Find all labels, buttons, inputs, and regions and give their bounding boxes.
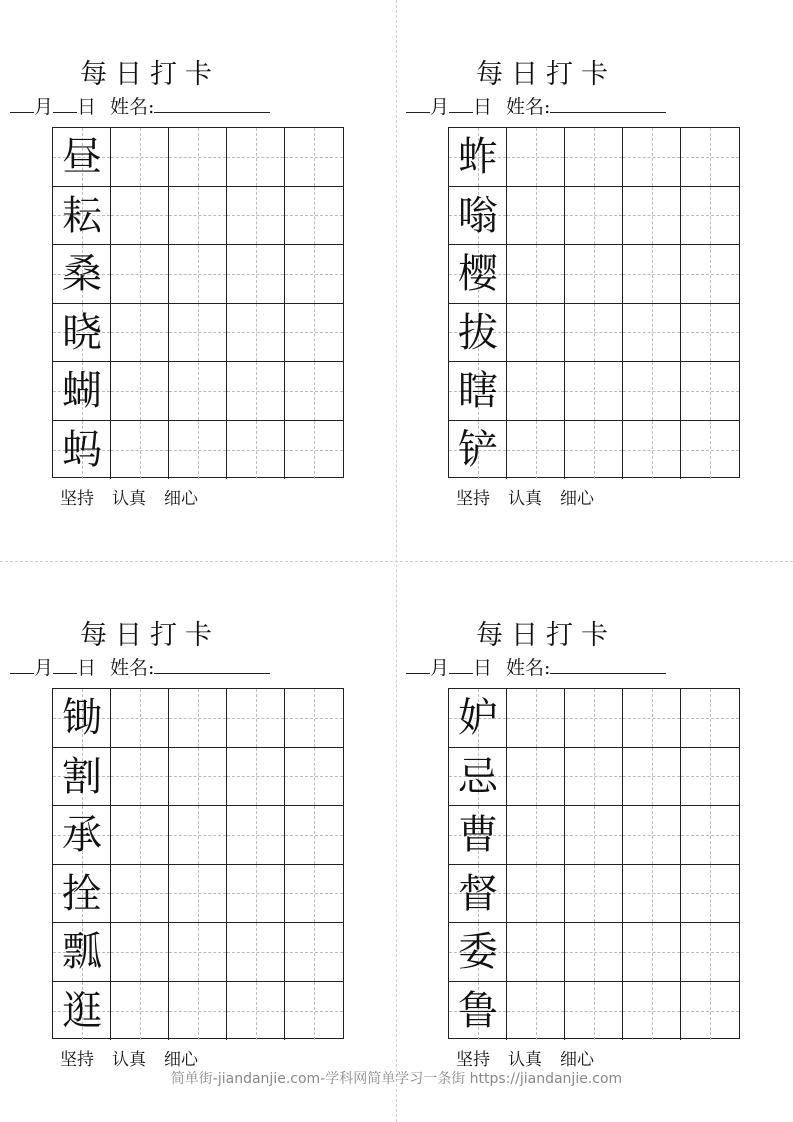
name-label: 姓名: xyxy=(506,657,551,679)
day-blank[interactable] xyxy=(53,655,77,674)
practice-cell[interactable] xyxy=(623,128,681,187)
grid-row xyxy=(449,362,739,421)
grid-row xyxy=(449,187,739,246)
practice-cell[interactable] xyxy=(565,187,623,246)
practice-cell[interactable] xyxy=(681,362,739,421)
footer-watermark: 简单街-jiandanjie.com-学科网简单学习一条街 https://jiandanjie.com xyxy=(170,1071,623,1087)
month-blank[interactable] xyxy=(10,94,34,113)
model-character: 蝴 xyxy=(62,368,102,415)
writing-grid xyxy=(52,127,344,478)
grid-row xyxy=(53,187,343,246)
practice-cell[interactable] xyxy=(565,362,623,421)
motto-word: 细心 xyxy=(560,1050,594,1070)
practice-cell[interactable] xyxy=(565,128,623,187)
practice-cell[interactable] xyxy=(507,421,565,480)
practice-cell[interactable] xyxy=(285,245,343,304)
model-character-cell xyxy=(449,362,507,421)
model-character-cell xyxy=(53,245,111,304)
motto-word: 坚持 xyxy=(60,1050,94,1070)
motto-line xyxy=(60,1049,300,1071)
model-character: 瞎 xyxy=(458,368,498,415)
name-label: 姓名: xyxy=(110,96,155,118)
motto-line xyxy=(456,1049,696,1071)
motto-line xyxy=(456,488,696,510)
model-character-cell xyxy=(53,421,111,480)
practice-cell[interactable] xyxy=(623,689,681,748)
practice-cell[interactable] xyxy=(623,187,681,246)
model-character-cell xyxy=(449,421,507,480)
day-label: 日 xyxy=(77,657,97,679)
practice-cell[interactable] xyxy=(623,362,681,421)
practice-cell[interactable] xyxy=(285,923,343,982)
month-blank[interactable] xyxy=(10,655,34,674)
practice-cell[interactable] xyxy=(227,128,285,187)
name-label: 姓名: xyxy=(506,96,551,118)
practice-cell[interactable] xyxy=(227,421,285,480)
motto-word: 认真 xyxy=(508,1050,542,1070)
practice-cell[interactable] xyxy=(111,982,169,1041)
practice-cell[interactable] xyxy=(507,982,565,1041)
model-character-cell xyxy=(53,923,111,982)
practice-cell[interactable] xyxy=(681,806,739,865)
model-character: 蚱 xyxy=(458,134,498,181)
grid-row xyxy=(449,128,739,187)
motto-word: 坚持 xyxy=(60,489,94,509)
practice-cell[interactable] xyxy=(227,923,285,982)
grid-row xyxy=(53,304,343,363)
model-character-cell xyxy=(53,748,111,807)
writing-grid xyxy=(448,688,740,1039)
date-name-line xyxy=(10,94,270,120)
practice-cell[interactable] xyxy=(227,304,285,363)
grid-row xyxy=(53,245,343,304)
practice-cell[interactable] xyxy=(285,806,343,865)
model-character-cell xyxy=(53,806,111,865)
practice-cell[interactable] xyxy=(227,748,285,807)
practice-cell[interactable] xyxy=(507,304,565,363)
motto-word: 细心 xyxy=(164,1050,198,1070)
model-character: 委 xyxy=(458,929,498,976)
model-character: 瓢 xyxy=(62,929,102,976)
practice-cell[interactable] xyxy=(111,304,169,363)
practice-cell[interactable] xyxy=(565,865,623,924)
grid-row xyxy=(449,421,739,480)
practice-cell[interactable] xyxy=(623,421,681,480)
model-character-cell xyxy=(53,128,111,187)
grid-row xyxy=(53,806,343,865)
practice-cell[interactable] xyxy=(285,748,343,807)
practice-cell[interactable] xyxy=(169,865,227,924)
writing-grid xyxy=(52,688,344,1039)
name-blank[interactable] xyxy=(154,655,270,674)
practice-cell[interactable] xyxy=(169,923,227,982)
practice-cell[interactable] xyxy=(681,923,739,982)
month-label: 月 xyxy=(430,657,450,679)
grid-row xyxy=(449,982,739,1041)
date-name-line xyxy=(406,94,666,120)
card-title: 每日打卡 xyxy=(476,620,616,651)
practice-cell[interactable] xyxy=(169,806,227,865)
practice-cell[interactable] xyxy=(227,982,285,1041)
practice-cell[interactable] xyxy=(507,128,565,187)
name-label: 姓名: xyxy=(110,657,155,679)
practice-cell[interactable] xyxy=(681,128,739,187)
practice-cell[interactable] xyxy=(169,304,227,363)
motto-word: 认真 xyxy=(508,489,542,509)
practice-cell[interactable] xyxy=(623,923,681,982)
model-character-cell xyxy=(53,865,111,924)
grid-row xyxy=(449,923,739,982)
practice-cell[interactable] xyxy=(623,865,681,924)
model-character-cell xyxy=(53,304,111,363)
practice-cell[interactable] xyxy=(111,362,169,421)
practice-cell[interactable] xyxy=(623,748,681,807)
practice-cell[interactable] xyxy=(111,128,169,187)
practice-cell[interactable] xyxy=(111,187,169,246)
model-character-cell xyxy=(449,128,507,187)
practice-cell[interactable] xyxy=(285,187,343,246)
practice-cell[interactable] xyxy=(507,245,565,304)
practice-cell[interactable] xyxy=(169,362,227,421)
practice-cell[interactable] xyxy=(681,421,739,480)
practice-cell[interactable] xyxy=(681,187,739,246)
date-name-line xyxy=(10,655,270,681)
practice-cell[interactable] xyxy=(111,421,169,480)
practice-cell[interactable] xyxy=(169,421,227,480)
month-label: 月 xyxy=(430,96,450,118)
practice-cell[interactable] xyxy=(623,304,681,363)
grid-row xyxy=(53,748,343,807)
practice-cell[interactable] xyxy=(681,982,739,1041)
model-character: 逛 xyxy=(62,987,102,1034)
practice-cell[interactable] xyxy=(227,806,285,865)
model-character-cell xyxy=(449,982,507,1041)
card-title: 每日打卡 xyxy=(476,59,616,90)
motto-word: 细心 xyxy=(560,489,594,509)
model-character-cell xyxy=(53,982,111,1041)
model-character: 晓 xyxy=(62,309,102,356)
practice-cell[interactable] xyxy=(507,865,565,924)
name-blank[interactable] xyxy=(154,94,270,113)
motto-line xyxy=(60,488,300,510)
practice-cell[interactable] xyxy=(681,304,739,363)
model-character-cell xyxy=(449,923,507,982)
grid-row xyxy=(449,304,739,363)
grid-row xyxy=(449,806,739,865)
month-blank[interactable] xyxy=(406,655,430,674)
motto-word: 坚持 xyxy=(456,489,490,509)
name-blank[interactable] xyxy=(550,655,666,674)
date-name-line xyxy=(406,655,666,681)
day-blank[interactable] xyxy=(449,655,473,674)
writing-grid xyxy=(448,127,740,478)
practice-cell[interactable] xyxy=(285,128,343,187)
model-character-cell xyxy=(449,304,507,363)
practice-cell[interactable] xyxy=(111,923,169,982)
grid-row xyxy=(449,748,739,807)
practice-cell[interactable] xyxy=(111,865,169,924)
grid-row xyxy=(449,865,739,924)
model-character-cell xyxy=(449,748,507,807)
day-label: 日 xyxy=(473,657,493,679)
month-label: 月 xyxy=(34,657,54,679)
practice-cell[interactable] xyxy=(507,689,565,748)
day-blank[interactable] xyxy=(449,94,473,113)
model-character: 承 xyxy=(62,812,102,859)
model-character-cell xyxy=(449,187,507,246)
motto-word: 认真 xyxy=(112,489,146,509)
practice-cell[interactable] xyxy=(507,748,565,807)
practice-cell[interactable] xyxy=(111,245,169,304)
model-character: 忌 xyxy=(458,753,498,800)
model-character-cell xyxy=(53,689,111,748)
day-label: 日 xyxy=(77,96,97,118)
card-title: 每日打卡 xyxy=(80,59,220,90)
grid-row xyxy=(53,362,343,421)
practice-cell[interactable] xyxy=(565,421,623,480)
practice-cell[interactable] xyxy=(285,304,343,363)
month-blank[interactable] xyxy=(406,94,430,113)
grid-row xyxy=(53,923,343,982)
grid-row xyxy=(53,689,343,748)
practice-cell[interactable] xyxy=(111,689,169,748)
model-character: 拴 xyxy=(62,870,102,917)
practice-cell[interactable] xyxy=(623,806,681,865)
grid-row xyxy=(53,128,343,187)
practice-cell[interactable] xyxy=(169,982,227,1041)
practice-cell[interactable] xyxy=(507,923,565,982)
practice-cell[interactable] xyxy=(285,421,343,480)
grid-row xyxy=(53,982,343,1041)
model-character: 桑 xyxy=(62,251,102,298)
model-character: 妒 xyxy=(458,695,498,742)
model-character-cell xyxy=(449,245,507,304)
practice-cell[interactable] xyxy=(507,806,565,865)
model-character: 樱 xyxy=(458,251,498,298)
practice-cell[interactable] xyxy=(227,187,285,246)
model-character: 鲁 xyxy=(458,987,498,1034)
model-character: 铲 xyxy=(458,426,498,473)
model-character-cell xyxy=(449,689,507,748)
model-character: 嗡 xyxy=(458,192,498,239)
grid-row xyxy=(53,421,343,480)
model-character: 耘 xyxy=(62,192,102,239)
practice-cell[interactable] xyxy=(565,304,623,363)
practice-cell[interactable] xyxy=(227,362,285,421)
practice-cell[interactable] xyxy=(565,748,623,807)
practice-cell[interactable] xyxy=(285,865,343,924)
checkin-card xyxy=(396,0,696,509)
model-character: 督 xyxy=(458,870,498,917)
card-title: 每日打卡 xyxy=(80,620,220,651)
model-character-cell xyxy=(53,187,111,246)
practice-cell[interactable] xyxy=(169,187,227,246)
practice-cell[interactable] xyxy=(169,128,227,187)
motto-word: 坚持 xyxy=(456,1050,490,1070)
practice-cell[interactable] xyxy=(285,362,343,421)
day-blank[interactable] xyxy=(53,94,77,113)
practice-cell[interactable] xyxy=(565,245,623,304)
model-character: 曹 xyxy=(458,812,498,859)
grid-row xyxy=(449,245,739,304)
model-character-cell xyxy=(449,865,507,924)
model-character: 蚂 xyxy=(62,426,102,473)
practice-cell[interactable] xyxy=(285,689,343,748)
model-character: 锄 xyxy=(62,695,102,742)
practice-cell[interactable] xyxy=(227,245,285,304)
model-character: 割 xyxy=(62,753,102,800)
practice-cell[interactable] xyxy=(565,982,623,1041)
model-character-cell xyxy=(53,362,111,421)
day-label: 日 xyxy=(473,96,493,118)
practice-cell[interactable] xyxy=(111,806,169,865)
practice-cell[interactable] xyxy=(565,806,623,865)
practice-cell[interactable] xyxy=(681,689,739,748)
model-character: 拔 xyxy=(458,309,498,356)
model-character-cell xyxy=(449,806,507,865)
practice-cell[interactable] xyxy=(507,187,565,246)
practice-cell[interactable] xyxy=(169,689,227,748)
practice-cell[interactable] xyxy=(681,748,739,807)
practice-cell[interactable] xyxy=(681,865,739,924)
practice-cell[interactable] xyxy=(227,865,285,924)
practice-cell[interactable] xyxy=(681,245,739,304)
practice-cell[interactable] xyxy=(111,748,169,807)
practice-cell[interactable] xyxy=(565,689,623,748)
practice-cell[interactable] xyxy=(565,923,623,982)
practice-cell[interactable] xyxy=(623,982,681,1041)
grid-row xyxy=(53,865,343,924)
practice-cell[interactable] xyxy=(507,362,565,421)
motto-word: 认真 xyxy=(112,1050,146,1070)
name-blank[interactable] xyxy=(550,94,666,113)
practice-cell[interactable] xyxy=(169,245,227,304)
checkin-card xyxy=(0,561,300,1070)
practice-cell[interactable] xyxy=(623,245,681,304)
month-label: 月 xyxy=(34,96,54,118)
checkin-card xyxy=(396,561,696,1070)
practice-cell[interactable] xyxy=(169,748,227,807)
model-character: 昼 xyxy=(62,134,102,181)
motto-word: 细心 xyxy=(164,489,198,509)
checkin-card xyxy=(0,0,300,509)
practice-cell[interactable] xyxy=(227,689,285,748)
practice-cell[interactable] xyxy=(285,982,343,1041)
grid-row xyxy=(449,689,739,748)
